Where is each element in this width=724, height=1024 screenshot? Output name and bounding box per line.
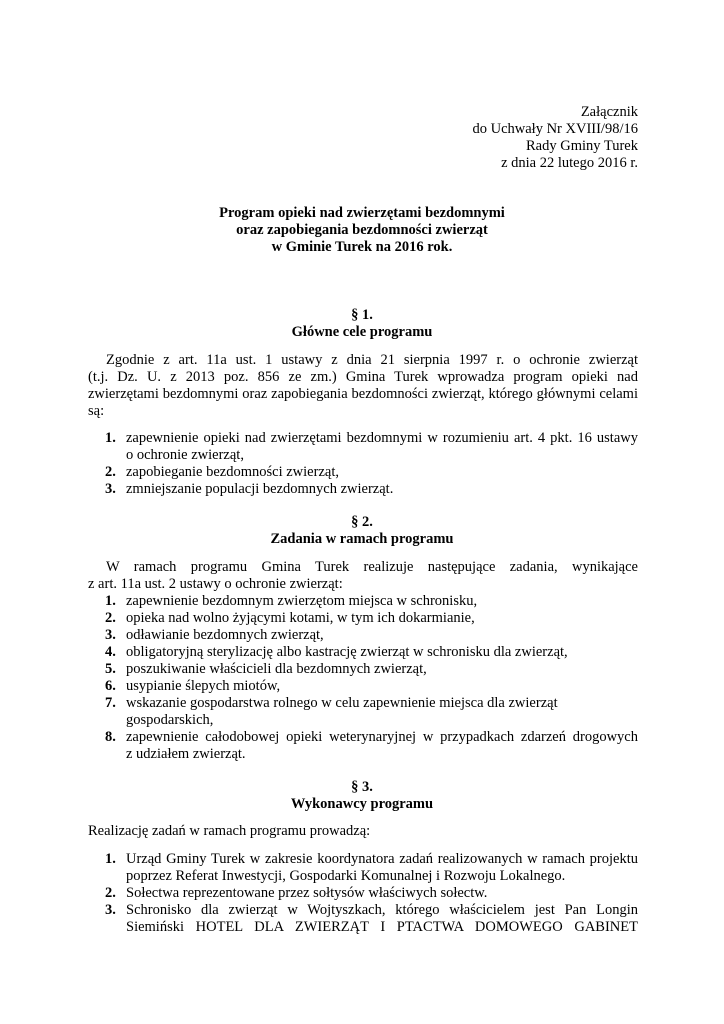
header-line: z dnia 22 lutego 2016 r. xyxy=(501,155,638,171)
attachment-header xyxy=(472,104,638,172)
section-title: Główne cele programu xyxy=(291,324,433,340)
list-item-text: obligatoryjną sterylizację albo kastrację zwierząt w schronisku dla zwierząt, xyxy=(126,644,568,660)
header-line: do Uchwały Nr XVIII/98/16 xyxy=(472,121,638,137)
header-line: Załącznik xyxy=(580,104,638,120)
list-item-text: zapewnienie całodobowej opieki weterynaryjnej w przypadkach zdarzeń drogowych xyxy=(126,729,638,745)
list-item xyxy=(88,902,638,936)
list-number: 7. xyxy=(105,695,116,711)
section-3-intro xyxy=(88,823,638,840)
section-number: § 3. xyxy=(351,779,373,795)
section-title: Wykonawcy programu xyxy=(290,796,434,812)
list-item-text: Urząd Gminy Turek w zakresie koordynatora zadań realizowanych w ramach projektu xyxy=(126,851,638,867)
list-item-text: zapewnienie bezdomnym zwierzętom miejsca w schronisku, xyxy=(126,593,478,609)
list-number: 3. xyxy=(105,481,116,497)
list-item xyxy=(88,430,638,464)
paragraph-line: W ramach programu Gmina Turek realizuje następujące zadania, wynikające xyxy=(106,559,638,575)
paragraph-line: są: xyxy=(88,403,105,419)
list-number: 1. xyxy=(105,851,116,867)
title-line: oraz zapobiegania bezdomności zwierząt xyxy=(236,222,488,238)
section-1-intro xyxy=(88,352,638,420)
section-2-intro xyxy=(88,559,638,593)
list-item xyxy=(88,481,638,498)
section-3-executors-list xyxy=(88,851,638,936)
list-item xyxy=(88,885,638,902)
list-item-text: gospodarskich, xyxy=(126,712,214,728)
list-item xyxy=(88,593,638,610)
list-item xyxy=(88,464,638,481)
list-item-text: Sołectwa reprezentowane przez sołtysów właściwych sołectw. xyxy=(126,885,488,901)
paragraph-line: (t.j. Dz. U. z 2013 poz. 856 ze zm.) Gmina Turek wprowadza program opieki nad xyxy=(88,369,638,385)
list-item-text: usypianie ślepych miotów, xyxy=(126,678,281,694)
section-title: Zadania w ramach programu xyxy=(270,531,454,547)
list-item xyxy=(88,695,638,729)
list-item-text: Siemiński HOTEL DLA ZWIERZĄT I PTACTWA DOMOWEGO GABINET xyxy=(126,919,638,935)
list-number: 1. xyxy=(105,430,116,446)
section-number: § 2. xyxy=(351,514,373,530)
section-2-heading xyxy=(0,514,724,548)
list-number: 2. xyxy=(105,464,116,480)
list-number: 4. xyxy=(105,644,116,660)
list-item xyxy=(88,851,638,885)
list-item-text: poszukiwanie właścicieli dla bezdomnych zwierząt, xyxy=(126,661,427,677)
list-item-text: poprzez Referat Inwestycji, Gospodarki Komunalnej i Rozwoju Lokalnego. xyxy=(126,868,566,884)
list-item xyxy=(88,610,638,627)
section-2-tasks-list xyxy=(88,593,638,763)
list-number: 3. xyxy=(105,902,116,918)
paragraph-line: Zgodnie z art. 11a ust. 1 ustawy z dnia 21 sierpnia 1997 r. o ochronie zwierząt xyxy=(106,352,638,368)
title-line: w Gminie Turek na 2016 rok. xyxy=(271,239,453,255)
section-1-goals-list xyxy=(88,430,638,498)
list-number: 2. xyxy=(105,610,116,626)
header-line: Rady Gminy Turek xyxy=(526,138,638,154)
list-item-text: z udziałem zwierząt. xyxy=(126,746,246,762)
paragraph-line: Realizację zadań w ramach programu prowadzą: xyxy=(88,823,371,839)
list-number: 1. xyxy=(105,593,116,609)
list-number: 2. xyxy=(105,885,116,901)
list-item-text: opieka nad wolno żyjącymi kotami, w tym ich dokarmianie, xyxy=(126,610,475,626)
list-number: 8. xyxy=(105,729,116,745)
list-item-text: zapobieganie bezdomności zwierząt, xyxy=(126,464,339,480)
section-1-heading xyxy=(0,307,724,341)
list-item xyxy=(88,661,638,678)
list-item-text: odławianie bezdomnych zwierząt, xyxy=(126,627,324,643)
list-number: 6. xyxy=(105,678,116,694)
list-number: 3. xyxy=(105,627,116,643)
list-item-text: o ochronie zwierząt, xyxy=(126,447,244,463)
list-item xyxy=(88,644,638,661)
list-item-text: zapewnienie opieki nad zwierzętami bezdomnymi w rozumieniu art. 4 pkt. 16 ustawy xyxy=(126,430,638,446)
list-item-text: wskazanie gospodarstwa rolnego w celu zapewnienie miejsca dla zwierząt xyxy=(126,695,558,711)
list-item-text: Schronisko dla zwierząt w Wojtyszkach, którego właścicielem jest Pan Longin xyxy=(126,902,638,918)
list-number: 5. xyxy=(105,661,116,677)
list-item-text: zmniejszanie populacji bezdomnych zwierząt. xyxy=(126,481,394,497)
list-item xyxy=(88,678,638,695)
list-item xyxy=(88,627,638,644)
title-line: Program opieki nad zwierzętami bezdomnymi xyxy=(219,205,505,221)
paragraph-line: z art. 11a ust. 2 ustawy o ochronie zwierząt: xyxy=(88,576,343,592)
document-title xyxy=(0,205,724,256)
section-number: § 1. xyxy=(351,307,373,323)
list-item xyxy=(88,729,638,763)
paragraph-line: zwierzętami bezdomnymi oraz zapobiegania bezdomności zwierząt, którego głównymi celami xyxy=(88,386,638,402)
section-3-heading xyxy=(0,779,724,813)
